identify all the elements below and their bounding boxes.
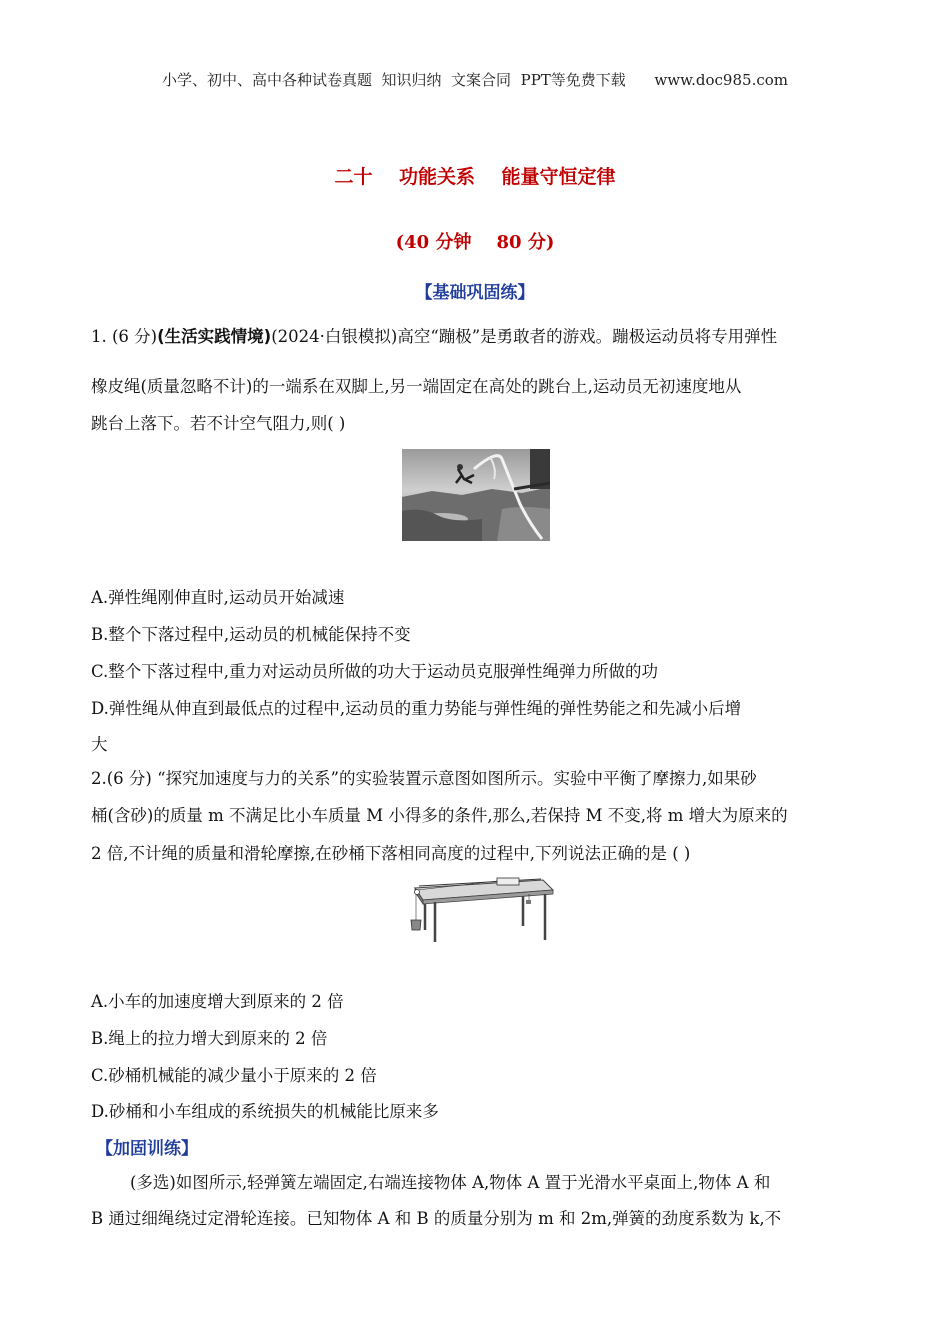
q2-option-d: D.砂桶和小车组成的系统损失的机械能比原来多 xyxy=(91,1102,439,1121)
q1-option-d-cont: 大 xyxy=(91,735,108,754)
section-heading-strengthen: 【加固训练】 xyxy=(96,1139,198,1159)
q1-option-b: B.整个下落过程中,运动员的机械能保持不变 xyxy=(91,625,411,644)
q1-line3: 跳台上落下。若不计空气阻力,则( ) xyxy=(91,414,346,433)
q2-line2: 桶(含砂)的质量 m 不满足比小车质量 M 小得多的条件,那么,若保持 M 不变,将 m 增大为原来的 xyxy=(91,806,788,825)
q2-line3: 2 倍,不计绳的质量和滑轮摩擦,在砂桶下落相同高度的过程中,下列说法正确的是 ( ) xyxy=(91,844,691,863)
q3-line2: B 通过细绳绕过定滑轮连接。已知物体 A 和 B 的质量分别为 m 和 2m,弹簧的劲度系数为 k,不 xyxy=(91,1209,782,1228)
q2-line1: 2.(6 分) “探究加速度与力的关系”的实验装置示意图如图所示。实验中平衡了摩擦力,如果砂 xyxy=(91,769,757,788)
q2-option-b: B.绳上的拉力增大到原来的 2 倍 xyxy=(91,1029,328,1048)
page-title: 二十 功能关系 能量守恒定律 xyxy=(334,166,616,188)
q1-prefix: 1. (6 分) xyxy=(91,327,158,346)
q2-option-a: A.小车的加速度增大到原来的 2 倍 xyxy=(91,992,344,1011)
cart-experiment-diagram xyxy=(405,876,555,946)
q2-option-c: C.砂桶机械能的减少量小于原来的 2 倍 xyxy=(91,1066,377,1085)
q1-line2: 橡皮绳(质量忽略不计)的一端系在双脚上,另一端固定在高处的跳台上,运动员无初速度地从 xyxy=(91,377,742,396)
q1-line1-rest: (2024·白银模拟)高空“蹦极”是勇敢者的游戏。蹦极运动员将专用弹性 xyxy=(271,327,778,346)
page-header: 小学、初中、高中各种试卷真题 知识归纳 文案合同 PPT等免费下载 www.doc985.com xyxy=(161,71,788,89)
q1-line1 xyxy=(91,326,861,348)
q3-line1: (多选)如图所示,轻弹簧左端固定,右端连接物体 A,物体 A 置于光滑水平桌面上,物体 A 和 xyxy=(130,1173,771,1192)
page-subtitle: (40 分钟 80 分) xyxy=(395,232,555,253)
q1-option-c: C.整个下落过程中,重力对运动员所做的功大于运动员克服弹性绳弹力所做的功 xyxy=(91,662,659,681)
q1-option-d: D.弹性绳从伸直到最低点的过程中,运动员的重力势能与弹性绳的弹性势能之和先减小后增 xyxy=(91,699,742,718)
bungee-photo xyxy=(402,449,550,541)
section-heading-basic: 【基础巩固练】 xyxy=(415,283,535,303)
q1-tag: (生活实践情境) xyxy=(157,327,272,346)
q1-option-a: A.弹性绳刚伸直时,运动员开始减速 xyxy=(91,588,345,607)
